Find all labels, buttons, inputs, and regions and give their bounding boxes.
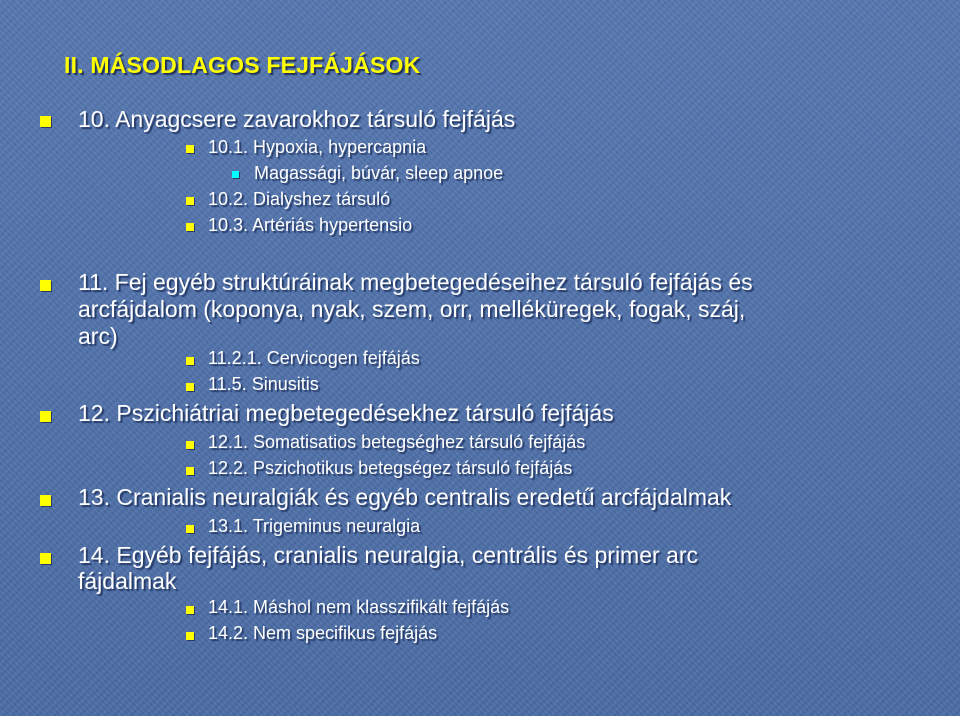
list-item-10: 10. Anyagcsere zavarokhoz társuló fejfájás	[78, 106, 516, 132]
bullet-square-icon	[186, 467, 194, 475]
list-item-11-2-1: 11.2.1. Cervicogen fejfájás	[208, 348, 420, 368]
bullet-square-icon	[186, 145, 194, 153]
slide-title: II. MÁSODLAGOS FEJFÁJÁSOK	[64, 52, 421, 78]
list-item-11-line3: arc)	[78, 323, 118, 349]
bullet-square-icon	[186, 197, 194, 205]
bullet-square-icon	[186, 357, 194, 365]
list-item-14-line1: 14. Egyéb fejfájás, cranialis neuralgia, centrális és primer arc	[78, 542, 699, 568]
bullet-square-icon	[186, 383, 194, 391]
list-item-10-3: 10.3. Artériás hypertensio	[208, 215, 413, 235]
bullet-square-icon	[186, 525, 194, 533]
list-item-14-line2: fájdalmak	[78, 568, 177, 594]
list-item-11-5: 11.5. Sinusitis	[208, 374, 319, 394]
bullet-square-icon	[40, 495, 51, 506]
list-item-12-1: 12.1. Somatisatios betegséghez társuló fejfájás	[208, 432, 586, 452]
bullet-square-icon	[186, 223, 194, 231]
bullet-square-icon	[186, 632, 194, 640]
list-item-10-2: 10.2. Dialyshez társuló	[208, 189, 391, 209]
bullet-square-icon	[186, 606, 194, 614]
bullet-square-icon	[40, 411, 51, 422]
list-item-11-line2: arcfájdalom (koponya, nyak, szem, orr, melléküregek, fogak, száj,	[78, 296, 746, 322]
list-item-14-2: 14.2. Nem specifikus fejfájás	[208, 623, 438, 643]
list-item-10-1: 10.1. Hypoxia, hypercapnia	[208, 137, 427, 157]
list-item-12-2: 12.2. Pszichotikus betegségez társuló fejfájás	[208, 458, 573, 478]
bullet-square-icon	[232, 171, 239, 178]
bullet-square-icon	[186, 441, 194, 449]
bullet-square-icon	[40, 116, 51, 127]
bullet-square-icon	[40, 553, 51, 564]
list-item-13: 13. Cranialis neuralgiák és egyéb centralis eredetű arcfájdalmak	[78, 484, 732, 510]
bullet-square-icon	[40, 280, 51, 291]
list-item-11-line1: 11. Fej egyéb struktúráinak megbetegedéseihez társuló fejfájás és	[78, 269, 753, 295]
list-item-13-1: 13.1. Trigeminus neuralgia	[208, 516, 421, 536]
list-item-14-1: 14.1. Máshol nem klasszifikált fejfájás	[208, 597, 510, 617]
list-item-10-1-a: Magassági, búvár, sleep apnoe	[254, 163, 504, 183]
list-item-12: 12. Pszichiátriai megbetegedésekhez társuló fejfájás	[78, 400, 614, 426]
